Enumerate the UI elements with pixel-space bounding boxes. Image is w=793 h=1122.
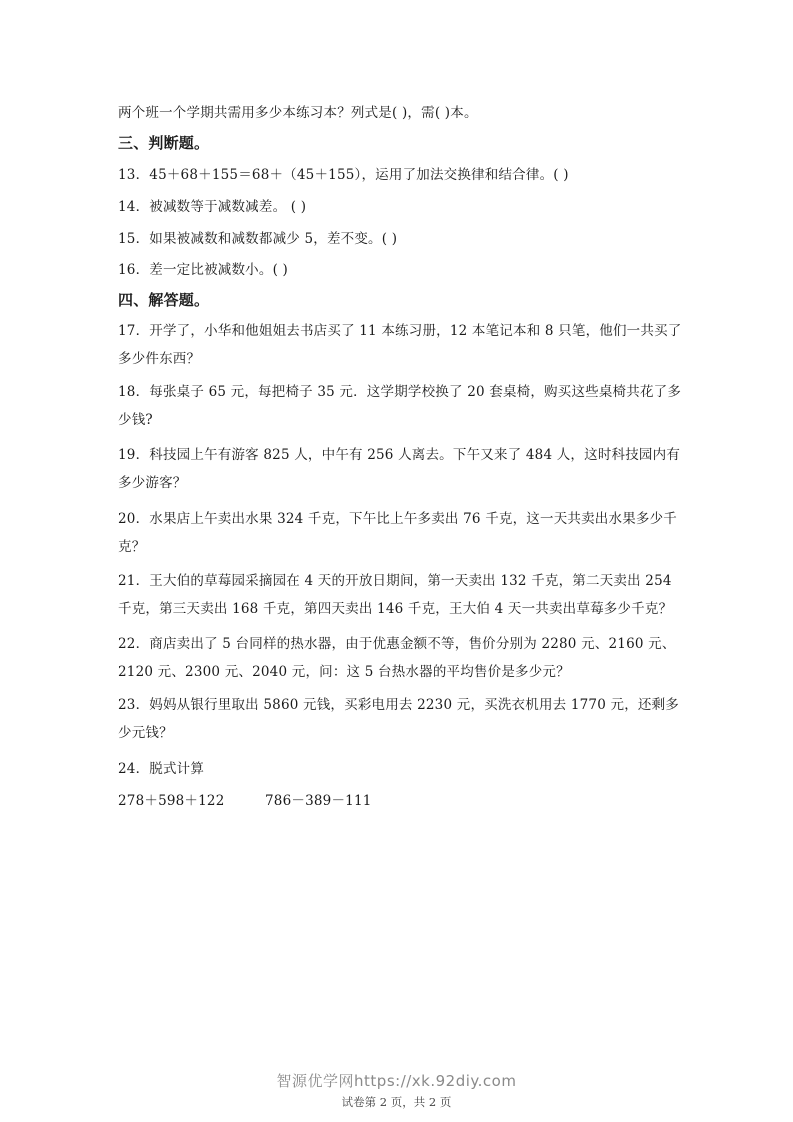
question-18: 18．每张桌子 65 元，每把椅子 35 元．这学期学校换了 20 套桌椅，购买这些桌椅共花了多少钱?: [118, 384, 682, 428]
calculation-2: 786－389－111: [265, 793, 372, 809]
question-19: 19．科技园上午有游客 825 人，中午有 256 人离去。下午又来了 484 人，这时科技园内有多少游客？: [118, 447, 681, 491]
question-20: 20．水果店上午卖出水果 324 千克，下午比上午多卖出 76 千克，这一天共卖出水果多少千克？: [118, 511, 677, 555]
question-12-continuation: 两个班一个学期共需用多少本练习本？列式是( )，需( )本。: [118, 105, 478, 121]
question-21: 21．王大伯的草莓园采摘园在 4 天的开放日期间，第一天卖出 132 千克，第二天卖出 254 千克，第三天卖出 168 千克，第四天卖出 146 千克，王大伯 4 天一共卖出草莓多少千克？: [118, 573, 673, 617]
question-24: 24．脱式计算: [118, 761, 205, 777]
watermark-text: 智源优学网https://xk.92diy.com: [276, 1072, 517, 1090]
question-14: 14．被减数等于减数减差。 ( ): [118, 199, 307, 215]
question-16: 16．差一定比被减数小。( ): [118, 262, 289, 278]
question-22: 22．商店卖出了 5 台同样的热水器，由于优惠金额不等，售价分别为 2280 元、2160 元、2120 元、2300 元、2040 元，问：这 5 台热水器的平均售价是多少元？: [118, 636, 676, 680]
question-23: 23．妈妈从银行里取出 5860 元钱，买彩电用去 2230 元，买洗衣机用去 1770 元，还剩多少元钱？: [118, 697, 679, 741]
question-13: 13．45＋68＋155＝68＋（45＋155），运用了加法交换律和结合律。( ): [118, 167, 569, 183]
question-17: 17．开学了，小华和他姐姐去书店买了 11 本练习册，12 本笔记本和 8 只笔，他们一共买了多少件东西？: [118, 323, 682, 367]
section-4-heading: 四、解答题。: [118, 291, 210, 309]
calculation-row: [118, 792, 683, 810]
question-15: 15．如果被减数和减数都减少 5，差不变。( ): [118, 231, 398, 247]
page-number: 试卷第 2 页，共 2 页: [341, 1095, 452, 1109]
section-3-heading: 三、判断题。: [118, 134, 210, 152]
calculation-1: 278＋598＋122: [118, 793, 225, 809]
